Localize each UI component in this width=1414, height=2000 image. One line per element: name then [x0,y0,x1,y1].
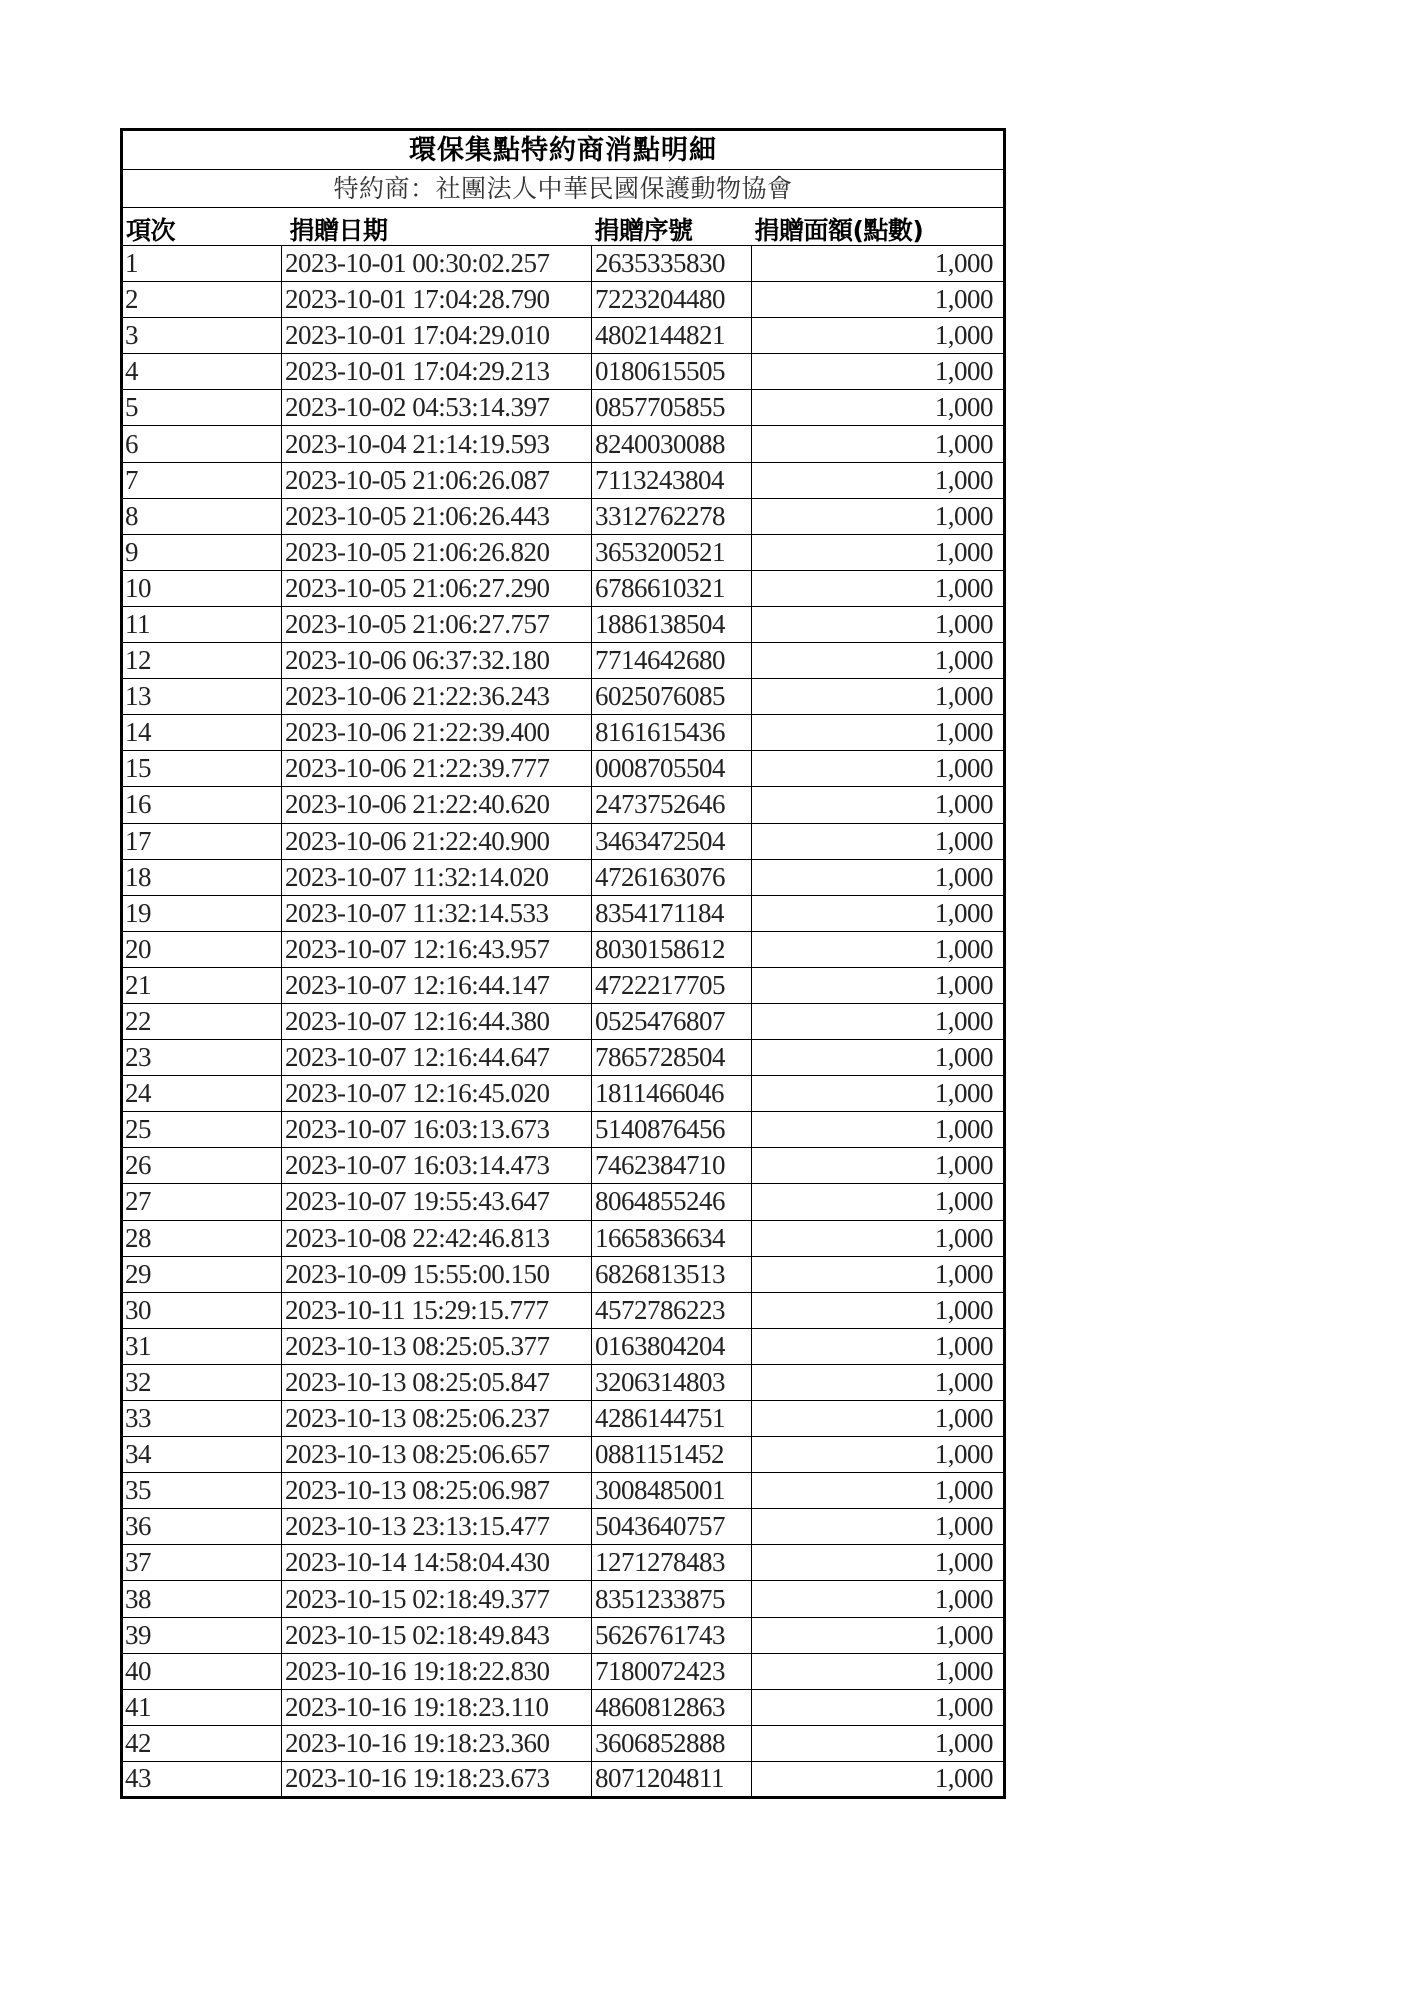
row-serial-cell: 7462384710 [592,1148,752,1184]
row-serial-cell: 2473752646 [592,787,752,823]
row-serial-cell: 8064855246 [592,1184,752,1220]
row-date-cell: 2023-10-13 08:25:06.237 [282,1401,592,1437]
row-date-cell: 2023-10-01 17:04:29.010 [282,318,592,354]
table-row [122,1220,1005,1256]
row-serial-cell: 5140876456 [592,1112,752,1148]
row-amount-cell: 1,000 [752,570,1005,606]
row-amount-cell: 1,000 [752,1509,1005,1545]
row-date-cell: 2023-10-07 16:03:13.673 [282,1112,592,1148]
row-date-cell: 2023-10-05 21:06:27.290 [282,570,592,606]
row-serial-cell: 4722217705 [592,967,752,1003]
table-row [122,1725,1005,1761]
row-serial-cell: 0180615505 [592,354,752,390]
table-row [122,679,1005,715]
table-row [122,1328,1005,1364]
column-header-serial: 捐贈序號 [594,216,693,245]
row-serial-cell: 4802144821 [592,318,752,354]
row-amount-cell: 1,000 [752,1328,1005,1364]
row-index-cell: 41 [122,1689,282,1725]
row-serial-cell: 8351233875 [592,1581,752,1617]
row-date-cell: 2023-10-07 11:32:14.533 [282,895,592,931]
row-amount-cell: 1,000 [752,498,1005,534]
row-date-cell: 2023-10-07 12:16:43.957 [282,931,592,967]
row-index-cell: 8 [122,498,282,534]
table-row [122,1689,1005,1725]
row-amount-cell: 1,000 [752,246,1005,282]
row-index-cell: 22 [122,1003,282,1039]
row-index-cell: 28 [122,1220,282,1256]
row-index-cell: 33 [122,1401,282,1437]
row-amount-cell: 1,000 [752,318,1005,354]
row-amount-cell: 1,000 [752,1545,1005,1581]
row-amount-cell: 1,000 [752,859,1005,895]
row-date-cell: 2023-10-09 15:55:00.150 [282,1256,592,1292]
row-date-cell: 2023-10-01 17:04:28.790 [282,282,592,318]
row-date-cell: 2023-10-06 21:22:40.620 [282,787,592,823]
row-index-cell: 15 [122,751,282,787]
row-amount-cell: 1,000 [752,1364,1005,1400]
row-date-cell: 2023-10-07 19:55:43.647 [282,1184,592,1220]
table-row [122,534,1005,570]
table-row [122,1401,1005,1437]
row-index-cell: 17 [122,823,282,859]
row-date-cell: 2023-10-07 12:16:44.380 [282,1003,592,1039]
row-amount-cell: 1,000 [752,390,1005,426]
row-index-cell: 18 [122,859,282,895]
row-index-cell: 16 [122,787,282,823]
row-serial-cell: 7223204480 [592,282,752,318]
row-date-cell: 2023-10-13 08:25:05.377 [282,1328,592,1364]
row-date-cell: 2023-10-13 08:25:05.847 [282,1364,592,1400]
row-index-cell: 13 [122,679,282,715]
row-date-cell: 2023-10-05 21:06:26.820 [282,534,592,570]
row-date-cell: 2023-10-07 12:16:44.647 [282,1040,592,1076]
row-index-cell: 25 [122,1112,282,1148]
row-date-cell: 2023-10-13 23:13:15.477 [282,1509,592,1545]
row-index-cell: 6 [122,426,282,462]
table-row [122,426,1005,462]
row-index-cell: 3 [122,318,282,354]
row-serial-cell: 0008705504 [592,751,752,787]
row-serial-cell: 3606852888 [592,1725,752,1761]
row-amount-cell: 1,000 [752,679,1005,715]
row-index-cell: 4 [122,354,282,390]
row-index-cell: 20 [122,931,282,967]
row-serial-cell: 3312762278 [592,498,752,534]
row-amount-cell: 1,000 [752,1184,1005,1220]
row-serial-cell: 7714642680 [592,643,752,679]
row-index-cell: 39 [122,1617,282,1653]
table-row [122,570,1005,606]
row-date-cell: 2023-10-08 22:42:46.813 [282,1220,592,1256]
row-index-cell: 21 [122,967,282,1003]
table-row [122,751,1005,787]
row-serial-cell: 0881151452 [592,1437,752,1473]
row-index-cell: 9 [122,534,282,570]
row-index-cell: 36 [122,1509,282,1545]
row-serial-cell: 1811466046 [592,1076,752,1112]
row-date-cell: 2023-10-01 17:04:29.213 [282,354,592,390]
table-row [122,1437,1005,1473]
row-index-cell: 31 [122,1328,282,1364]
row-serial-cell: 8030158612 [592,931,752,967]
row-serial-cell: 4572786223 [592,1292,752,1328]
row-date-cell: 2023-10-07 12:16:44.147 [282,967,592,1003]
row-index-cell: 1 [122,246,282,282]
table-row [122,931,1005,967]
row-amount-cell: 1,000 [752,931,1005,967]
row-serial-cell: 8354171184 [592,895,752,931]
row-date-cell: 2023-10-02 04:53:14.397 [282,390,592,426]
row-date-cell: 2023-10-15 02:18:49.377 [282,1581,592,1617]
row-amount-cell: 1,000 [752,426,1005,462]
row-date-cell: 2023-10-13 08:25:06.657 [282,1437,592,1473]
table-row [122,246,1005,282]
row-serial-cell: 6826813513 [592,1256,752,1292]
row-date-cell: 2023-10-06 21:22:39.400 [282,715,592,751]
row-date-cell: 2023-10-15 02:18:49.843 [282,1617,592,1653]
table-row [122,1545,1005,1581]
table-row [122,1364,1005,1400]
row-serial-cell: 1665836634 [592,1220,752,1256]
row-amount-cell: 1,000 [752,1617,1005,1653]
column-header-amount: 捐贈面額(點數) [754,216,924,245]
row-index-cell: 26 [122,1148,282,1184]
row-amount-cell: 1,000 [752,1437,1005,1473]
row-index-cell: 12 [122,643,282,679]
row-amount-cell: 1,000 [752,1003,1005,1039]
row-serial-cell: 0163804204 [592,1328,752,1364]
row-amount-cell: 1,000 [752,1112,1005,1148]
row-date-cell: 2023-10-05 21:06:26.087 [282,462,592,498]
row-amount-cell: 1,000 [752,534,1005,570]
table-row [122,1040,1005,1076]
row-index-cell: 38 [122,1581,282,1617]
row-amount-cell: 1,000 [752,751,1005,787]
row-serial-cell: 3653200521 [592,534,752,570]
row-amount-cell: 1,000 [752,1256,1005,1292]
table-row [122,1148,1005,1184]
table-row [122,967,1005,1003]
row-index-cell: 5 [122,390,282,426]
table-row [122,1761,1005,1797]
table-row [122,390,1005,426]
row-amount-cell: 1,000 [752,462,1005,498]
table-row [122,1184,1005,1220]
table-row [122,318,1005,354]
row-amount-cell: 1,000 [752,1725,1005,1761]
row-amount-cell: 1,000 [752,1653,1005,1689]
row-amount-cell: 1,000 [752,967,1005,1003]
row-date-cell: 2023-10-04 21:14:19.593 [282,426,592,462]
row-index-cell: 30 [122,1292,282,1328]
row-date-cell: 2023-10-06 06:37:32.180 [282,643,592,679]
row-index-cell: 42 [122,1725,282,1761]
table-row [122,462,1005,498]
table-row [122,1617,1005,1653]
row-date-cell: 2023-10-16 19:18:22.830 [282,1653,592,1689]
row-amount-cell: 1,000 [752,823,1005,859]
row-serial-cell: 8161615436 [592,715,752,751]
merchant-name: 特約商：社團法人中華民國保護動物協會 [122,170,1005,208]
row-serial-cell: 3008485001 [592,1473,752,1509]
row-amount-cell: 1,000 [752,895,1005,931]
row-amount-cell: 1,000 [752,1689,1005,1725]
row-serial-cell: 8240030088 [592,426,752,462]
row-index-cell: 7 [122,462,282,498]
row-serial-cell: 4726163076 [592,859,752,895]
donation-table-body [122,130,1005,1798]
table-row [122,859,1005,895]
row-amount-cell: 1,000 [752,1473,1005,1509]
row-amount-cell: 1,000 [752,1581,1005,1617]
row-serial-cell: 1271278483 [592,1545,752,1581]
table-row [122,1112,1005,1148]
row-serial-cell: 0857705855 [592,390,752,426]
row-date-cell: 2023-10-05 21:06:26.443 [282,498,592,534]
row-amount-cell: 1,000 [752,606,1005,642]
row-index-cell: 29 [122,1256,282,1292]
row-amount-cell: 1,000 [752,282,1005,318]
row-serial-cell: 7113243804 [592,462,752,498]
row-date-cell: 2023-10-06 21:22:40.900 [282,823,592,859]
row-date-cell: 2023-10-16 19:18:23.360 [282,1725,592,1761]
table-row [122,1256,1005,1292]
row-index-cell: 23 [122,1040,282,1076]
row-amount-cell: 1,000 [752,1076,1005,1112]
row-serial-cell: 6786610321 [592,570,752,606]
table-row [122,1581,1005,1617]
row-index-cell: 40 [122,1653,282,1689]
table-row [122,1076,1005,1112]
row-date-cell: 2023-10-16 19:18:23.110 [282,1689,592,1725]
row-index-cell: 10 [122,570,282,606]
row-serial-cell: 6025076085 [592,679,752,715]
row-amount-cell: 1,000 [752,1220,1005,1256]
row-amount-cell: 1,000 [752,1292,1005,1328]
row-date-cell: 2023-10-13 08:25:06.987 [282,1473,592,1509]
row-serial-cell: 0525476807 [592,1003,752,1039]
row-amount-cell: 1,000 [752,787,1005,823]
row-index-cell: 24 [122,1076,282,1112]
row-amount-cell: 1,000 [752,715,1005,751]
row-date-cell: 2023-10-07 12:16:45.020 [282,1076,592,1112]
row-date-cell: 2023-10-01 00:30:02.257 [282,246,592,282]
row-index-cell: 35 [122,1473,282,1509]
row-amount-cell: 1,000 [752,1761,1005,1797]
row-date-cell: 2023-10-07 11:32:14.020 [282,859,592,895]
table-row [122,715,1005,751]
table-row [122,1003,1005,1039]
column-header-date: 捐贈日期 [289,216,388,245]
row-serial-cell: 7865728504 [592,1040,752,1076]
page-title: 環保集點特約商消點明細 [122,130,1005,170]
row-index-cell: 37 [122,1545,282,1581]
donation-table [120,128,1006,1799]
row-serial-cell: 2635335830 [592,246,752,282]
table-row [122,354,1005,390]
row-index-cell: 43 [122,1761,282,1797]
title-row [122,130,1005,170]
row-index-cell: 2 [122,282,282,318]
row-amount-cell: 1,000 [752,1148,1005,1184]
table-row [122,1292,1005,1328]
row-serial-cell: 7180072423 [592,1653,752,1689]
table-row [122,606,1005,642]
row-serial-cell: 5043640757 [592,1509,752,1545]
row-date-cell: 2023-10-05 21:06:27.757 [282,606,592,642]
row-index-cell: 19 [122,895,282,931]
row-serial-cell: 5626761743 [592,1617,752,1653]
table-row [122,1473,1005,1509]
table-row [122,643,1005,679]
row-date-cell: 2023-10-16 19:18:23.673 [282,1761,592,1797]
table-row [122,498,1005,534]
table-row [122,1509,1005,1545]
table-row [122,823,1005,859]
row-serial-cell: 4286144751 [592,1401,752,1437]
row-serial-cell: 3463472504 [592,823,752,859]
row-date-cell: 2023-10-06 21:22:39.777 [282,751,592,787]
row-date-cell: 2023-10-14 14:58:04.430 [282,1545,592,1581]
column-header-index: 項次 [126,216,176,245]
row-amount-cell: 1,000 [752,1040,1005,1076]
table-row [122,895,1005,931]
row-serial-cell: 3206314803 [592,1364,752,1400]
row-amount-cell: 1,000 [752,354,1005,390]
table-row [122,282,1005,318]
row-amount-cell: 1,000 [752,1401,1005,1437]
row-date-cell: 2023-10-06 21:22:36.243 [282,679,592,715]
table-row [122,787,1005,823]
row-index-cell: 34 [122,1437,282,1473]
row-date-cell: 2023-10-11 15:29:15.777 [282,1292,592,1328]
merchant-row [122,170,1005,208]
row-date-cell: 2023-10-07 16:03:14.473 [282,1148,592,1184]
row-serial-cell: 1886138504 [592,606,752,642]
row-index-cell: 11 [122,606,282,642]
row-serial-cell: 8071204811 [592,1761,752,1797]
row-serial-cell: 4860812863 [592,1689,752,1725]
row-amount-cell: 1,000 [752,643,1005,679]
column-header-row [122,208,1005,246]
row-index-cell: 14 [122,715,282,751]
row-index-cell: 32 [122,1364,282,1400]
table-row [122,1653,1005,1689]
row-index-cell: 27 [122,1184,282,1220]
